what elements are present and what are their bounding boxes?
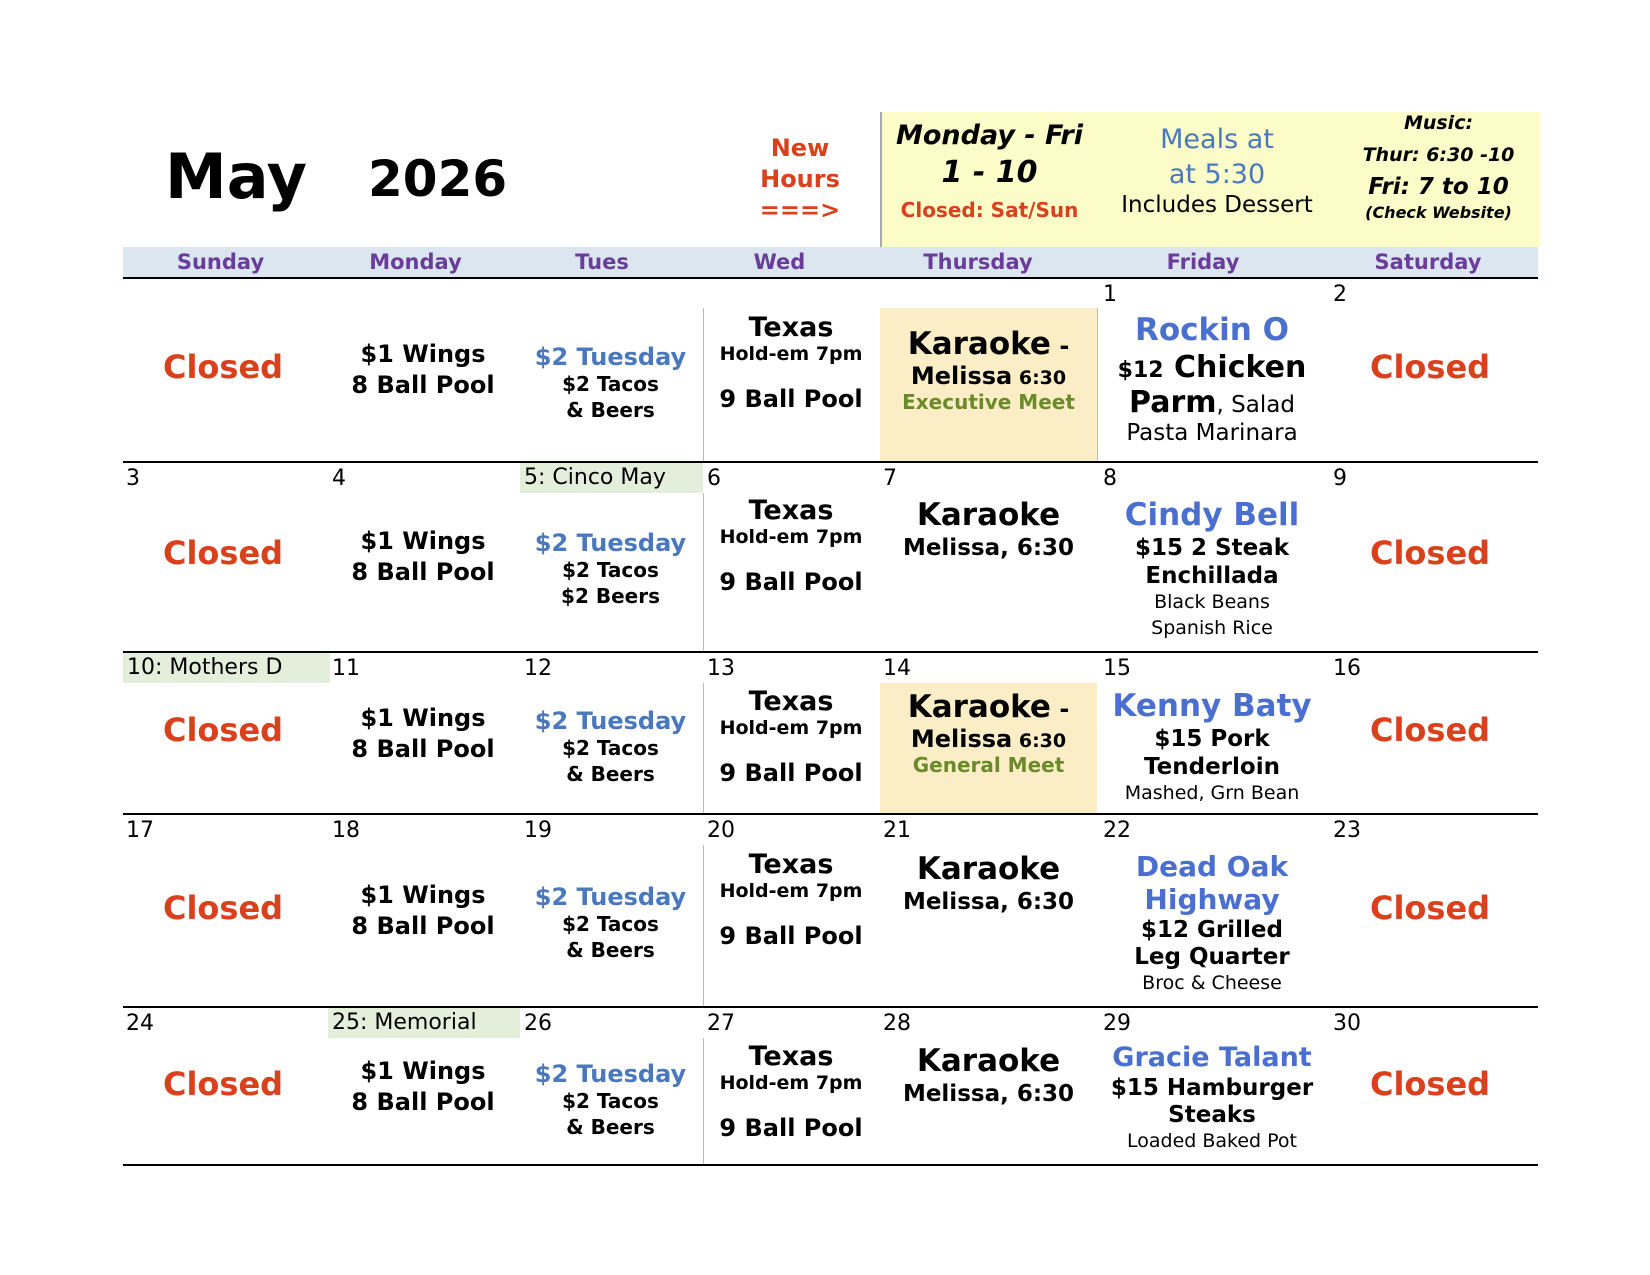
monday-specials xyxy=(323,704,523,763)
wings-special: $1 Wings xyxy=(360,1057,486,1085)
pool-event: 9 Ball Pool xyxy=(719,1114,863,1142)
beers-special: & Beers xyxy=(566,762,655,786)
hours-days: Monday - Fri xyxy=(895,120,1083,151)
day-number: 17 xyxy=(126,818,154,843)
weekday-wednesday: Wed xyxy=(753,250,806,274)
tuesday-specials xyxy=(518,707,703,786)
meal-line: $12 Grilled xyxy=(1141,917,1283,943)
wednesday-events xyxy=(703,312,879,413)
day-number: 26 xyxy=(524,1011,552,1036)
host-name: Melissa xyxy=(910,362,1013,390)
closed-label: Closed xyxy=(1369,534,1491,572)
host-time: 6:30 xyxy=(1012,730,1067,752)
weekday-sunday: Sunday xyxy=(176,250,265,274)
meal-side: Spanish Rice xyxy=(1151,617,1273,639)
tuesday-specials xyxy=(518,1060,703,1139)
wings-special: $1 Wings xyxy=(360,881,486,909)
meal-side: Pasta Marinara xyxy=(1126,420,1298,446)
meal-line: Tenderloin xyxy=(1144,754,1280,780)
karaoke-host: Melissa, 6:30 xyxy=(902,889,1075,915)
weekday-tuesday: Tues xyxy=(575,250,629,274)
day-number: 15 xyxy=(1103,656,1131,681)
friday-events xyxy=(1097,850,1327,994)
tacos-special: $2 Tacos xyxy=(562,736,659,760)
thursday-events xyxy=(880,1043,1097,1107)
monday-specials xyxy=(323,340,523,399)
tuesday-promo: $2 Tuesday xyxy=(534,883,687,911)
new-hours-line2: Hours xyxy=(760,165,840,193)
row-divider xyxy=(123,651,1538,653)
friday-events xyxy=(1097,312,1327,446)
thursday-events xyxy=(880,308,1097,461)
pool-event: 9 Ball Pool xyxy=(719,759,863,787)
day-number: 6 xyxy=(707,466,721,491)
day-number: 27 xyxy=(707,1011,735,1036)
closed-label: Closed xyxy=(162,1065,284,1103)
beers-special: & Beers xyxy=(566,398,655,422)
row-divider xyxy=(123,461,1538,463)
wednesday-events xyxy=(703,1041,879,1142)
beers-special: & Beers xyxy=(566,1115,655,1139)
new-hours-arrow: ===> xyxy=(759,196,841,224)
pool-event: 8 Ball Pool xyxy=(351,912,495,940)
day-number: 2 xyxy=(1333,282,1347,307)
texas-label: Texas xyxy=(748,1041,834,1072)
music-friday: Fri: 7 to 10 xyxy=(1368,174,1509,200)
monday-specials xyxy=(323,1057,523,1116)
meal-side: Mashed, Grn Bean xyxy=(1124,782,1300,804)
texas-label: Texas xyxy=(748,686,834,717)
tuesday-specials xyxy=(518,343,703,422)
meals-line1: Meals at xyxy=(1160,124,1274,155)
pool-event: 8 Ball Pool xyxy=(351,1088,495,1116)
karaoke-text: Karaoke xyxy=(907,326,1051,362)
friday-events xyxy=(1097,1042,1327,1152)
thursday-events xyxy=(880,683,1097,813)
pool-event: 8 Ball Pool xyxy=(351,371,495,399)
day-number: 16 xyxy=(1333,656,1361,681)
holiday-label: 25: Memorial xyxy=(328,1008,520,1038)
meal-name: Chicken xyxy=(1163,350,1307,385)
holdem-label: Hold-em 7pm xyxy=(719,1072,863,1094)
holdem-label: Hold-em 7pm xyxy=(719,717,863,739)
holdem-label: Hold-em 7pm xyxy=(719,880,863,902)
closed-label: Closed xyxy=(162,711,284,749)
host-name: Melissa xyxy=(910,725,1013,753)
band-name: Highway xyxy=(1144,883,1280,916)
hours-info xyxy=(882,112,1097,222)
karaoke-text: Karaoke xyxy=(907,689,1051,725)
meal-price: $12 xyxy=(1117,358,1164,383)
meal-side: , Salad xyxy=(1216,392,1295,418)
day-number: 28 xyxy=(883,1011,911,1036)
karaoke-host xyxy=(880,362,1097,390)
friday-events xyxy=(1097,497,1327,639)
texas-label: Texas xyxy=(748,849,834,880)
music-check-website: (Check Website) xyxy=(1365,203,1512,222)
closed-label: Closed xyxy=(1369,1065,1491,1103)
meal-line: $15 Pork xyxy=(1154,726,1270,752)
meals-line2: at 5:30 xyxy=(1168,159,1266,190)
band-name: Dead Oak xyxy=(1135,850,1289,883)
holdem-label: Hold-em 7pm xyxy=(719,343,863,365)
new-hours-notice xyxy=(735,133,865,226)
hours-times: 1 - 10 xyxy=(941,155,1038,190)
day-number: 24 xyxy=(126,1011,154,1036)
pool-event: 8 Ball Pool xyxy=(351,735,495,763)
wings-special: $1 Wings xyxy=(360,704,486,732)
day-number: 11 xyxy=(332,656,360,681)
wednesday-events xyxy=(703,686,879,787)
meal-line: Steaks xyxy=(1168,1102,1256,1128)
month-title: May xyxy=(165,140,308,213)
karaoke-label xyxy=(880,326,1097,362)
row-divider xyxy=(123,813,1538,815)
beers-special: $2 Beers xyxy=(561,584,660,608)
tuesday-specials xyxy=(518,529,703,608)
tacos-special: $2 Tacos xyxy=(562,372,659,396)
meal-name: Parm xyxy=(1129,385,1217,420)
day-number: 29 xyxy=(1103,1011,1131,1036)
weekday-friday: Friday xyxy=(1166,250,1240,274)
day-number: 3 xyxy=(126,466,140,491)
karaoke-dash: - xyxy=(1050,332,1070,360)
meeting-label: Executive Meet xyxy=(902,390,1075,414)
wednesday-events xyxy=(703,495,879,596)
karaoke-host: Melissa, 6:30 xyxy=(902,535,1075,561)
pool-event: 9 Ball Pool xyxy=(719,568,863,596)
meal-line xyxy=(1097,385,1327,420)
day-number: 23 xyxy=(1333,818,1361,843)
wednesday-events xyxy=(703,849,879,950)
weekday-header-row xyxy=(123,247,1538,279)
meal-line: $15 2 Steak xyxy=(1134,535,1289,561)
tacos-special: $2 Tacos xyxy=(562,912,659,936)
tuesday-promo: $2 Tuesday xyxy=(534,343,687,371)
weekday-monday: Monday xyxy=(369,250,462,274)
day-number: 13 xyxy=(707,656,735,681)
monday-specials xyxy=(323,527,523,586)
tuesday-specials xyxy=(518,883,703,962)
tacos-special: $2 Tacos xyxy=(562,558,659,582)
day-number: 22 xyxy=(1103,818,1131,843)
karaoke-label: Karaoke xyxy=(916,1043,1061,1079)
row-divider xyxy=(123,1164,1538,1166)
hours-closed: Closed: Sat/Sun xyxy=(900,198,1079,222)
day-number: 1 xyxy=(1103,282,1117,307)
weekday-thursday: Thursday xyxy=(923,250,1033,274)
tuesday-promo: $2 Tuesday xyxy=(534,1060,687,1088)
holdem-label: Hold-em 7pm xyxy=(719,526,863,548)
band-name: Rockin O xyxy=(1134,312,1289,348)
day-number: 21 xyxy=(883,818,911,843)
day-number: 4 xyxy=(332,466,346,491)
karaoke-host: Melissa, 6:30 xyxy=(902,1081,1075,1107)
monday-specials xyxy=(323,881,523,940)
closed-label: Closed xyxy=(162,348,284,386)
karaoke-dash: - xyxy=(1050,695,1070,723)
meal-line: Leg Quarter xyxy=(1134,944,1290,970)
meals-info xyxy=(1097,112,1337,218)
karaoke-label: Karaoke xyxy=(916,497,1061,533)
wings-special: $1 Wings xyxy=(360,340,486,368)
day-number: 20 xyxy=(707,818,735,843)
texas-label: Texas xyxy=(748,495,834,526)
karaoke-host xyxy=(880,725,1097,753)
band-name: Gracie Talant xyxy=(1112,1042,1312,1073)
beers-special: & Beers xyxy=(566,938,655,962)
tuesday-promo: $2 Tuesday xyxy=(534,707,687,735)
day-number: 14 xyxy=(883,656,911,681)
meal-side: Loaded Baked Pot xyxy=(1126,1130,1298,1152)
day-number: 7 xyxy=(883,466,897,491)
thursday-events xyxy=(880,851,1097,915)
closed-label: Closed xyxy=(162,889,284,927)
music-thursday: Thur: 6:30 -10 xyxy=(1362,144,1515,166)
day-number: 30 xyxy=(1333,1011,1361,1036)
info-box xyxy=(880,112,1540,247)
holiday-label: 10: Mothers D xyxy=(123,653,330,683)
day-number: 9 xyxy=(1333,466,1347,491)
closed-label: Closed xyxy=(1369,348,1491,386)
meals-line3: Includes Dessert xyxy=(1121,192,1313,218)
wings-special: $1 Wings xyxy=(360,527,486,555)
day-number: 12 xyxy=(524,656,552,681)
music-title: Music: xyxy=(1403,112,1474,134)
year-title: 2026 xyxy=(368,150,508,208)
karaoke-label: Karaoke xyxy=(916,851,1061,887)
meal-line: $15 Hamburger xyxy=(1110,1075,1314,1101)
friday-events xyxy=(1097,688,1327,804)
holiday-label: 5: Cinco May xyxy=(520,463,703,493)
day-number: 18 xyxy=(332,818,360,843)
host-time: 6:30 xyxy=(1012,367,1067,389)
tuesday-promo: $2 Tuesday xyxy=(534,529,687,557)
day-number: 19 xyxy=(524,818,552,843)
meal-side: Black Beans xyxy=(1154,591,1270,613)
meal-line: Enchillada xyxy=(1145,563,1279,589)
texas-label: Texas xyxy=(748,312,834,343)
new-hours-line1: New xyxy=(770,134,830,162)
thursday-events xyxy=(880,497,1097,561)
pool-event: 9 Ball Pool xyxy=(719,922,863,950)
meal-side: Broc & Cheese xyxy=(1142,972,1282,994)
pool-event: 9 Ball Pool xyxy=(719,385,863,413)
closed-label: Closed xyxy=(1369,889,1491,927)
meeting-label: General Meet xyxy=(912,753,1065,777)
band-name: Kenny Baty xyxy=(1112,688,1312,724)
tacos-special: $2 Tacos xyxy=(562,1089,659,1113)
pool-event: 8 Ball Pool xyxy=(351,558,495,586)
band-name: Cindy Bell xyxy=(1124,497,1300,533)
music-info xyxy=(1337,112,1540,222)
karaoke-label xyxy=(880,689,1097,725)
closed-label: Closed xyxy=(1369,711,1491,749)
weekday-saturday: Saturday xyxy=(1374,250,1482,274)
day-number: 8 xyxy=(1103,466,1117,491)
meal-line xyxy=(1097,350,1327,385)
closed-label: Closed xyxy=(162,534,284,572)
